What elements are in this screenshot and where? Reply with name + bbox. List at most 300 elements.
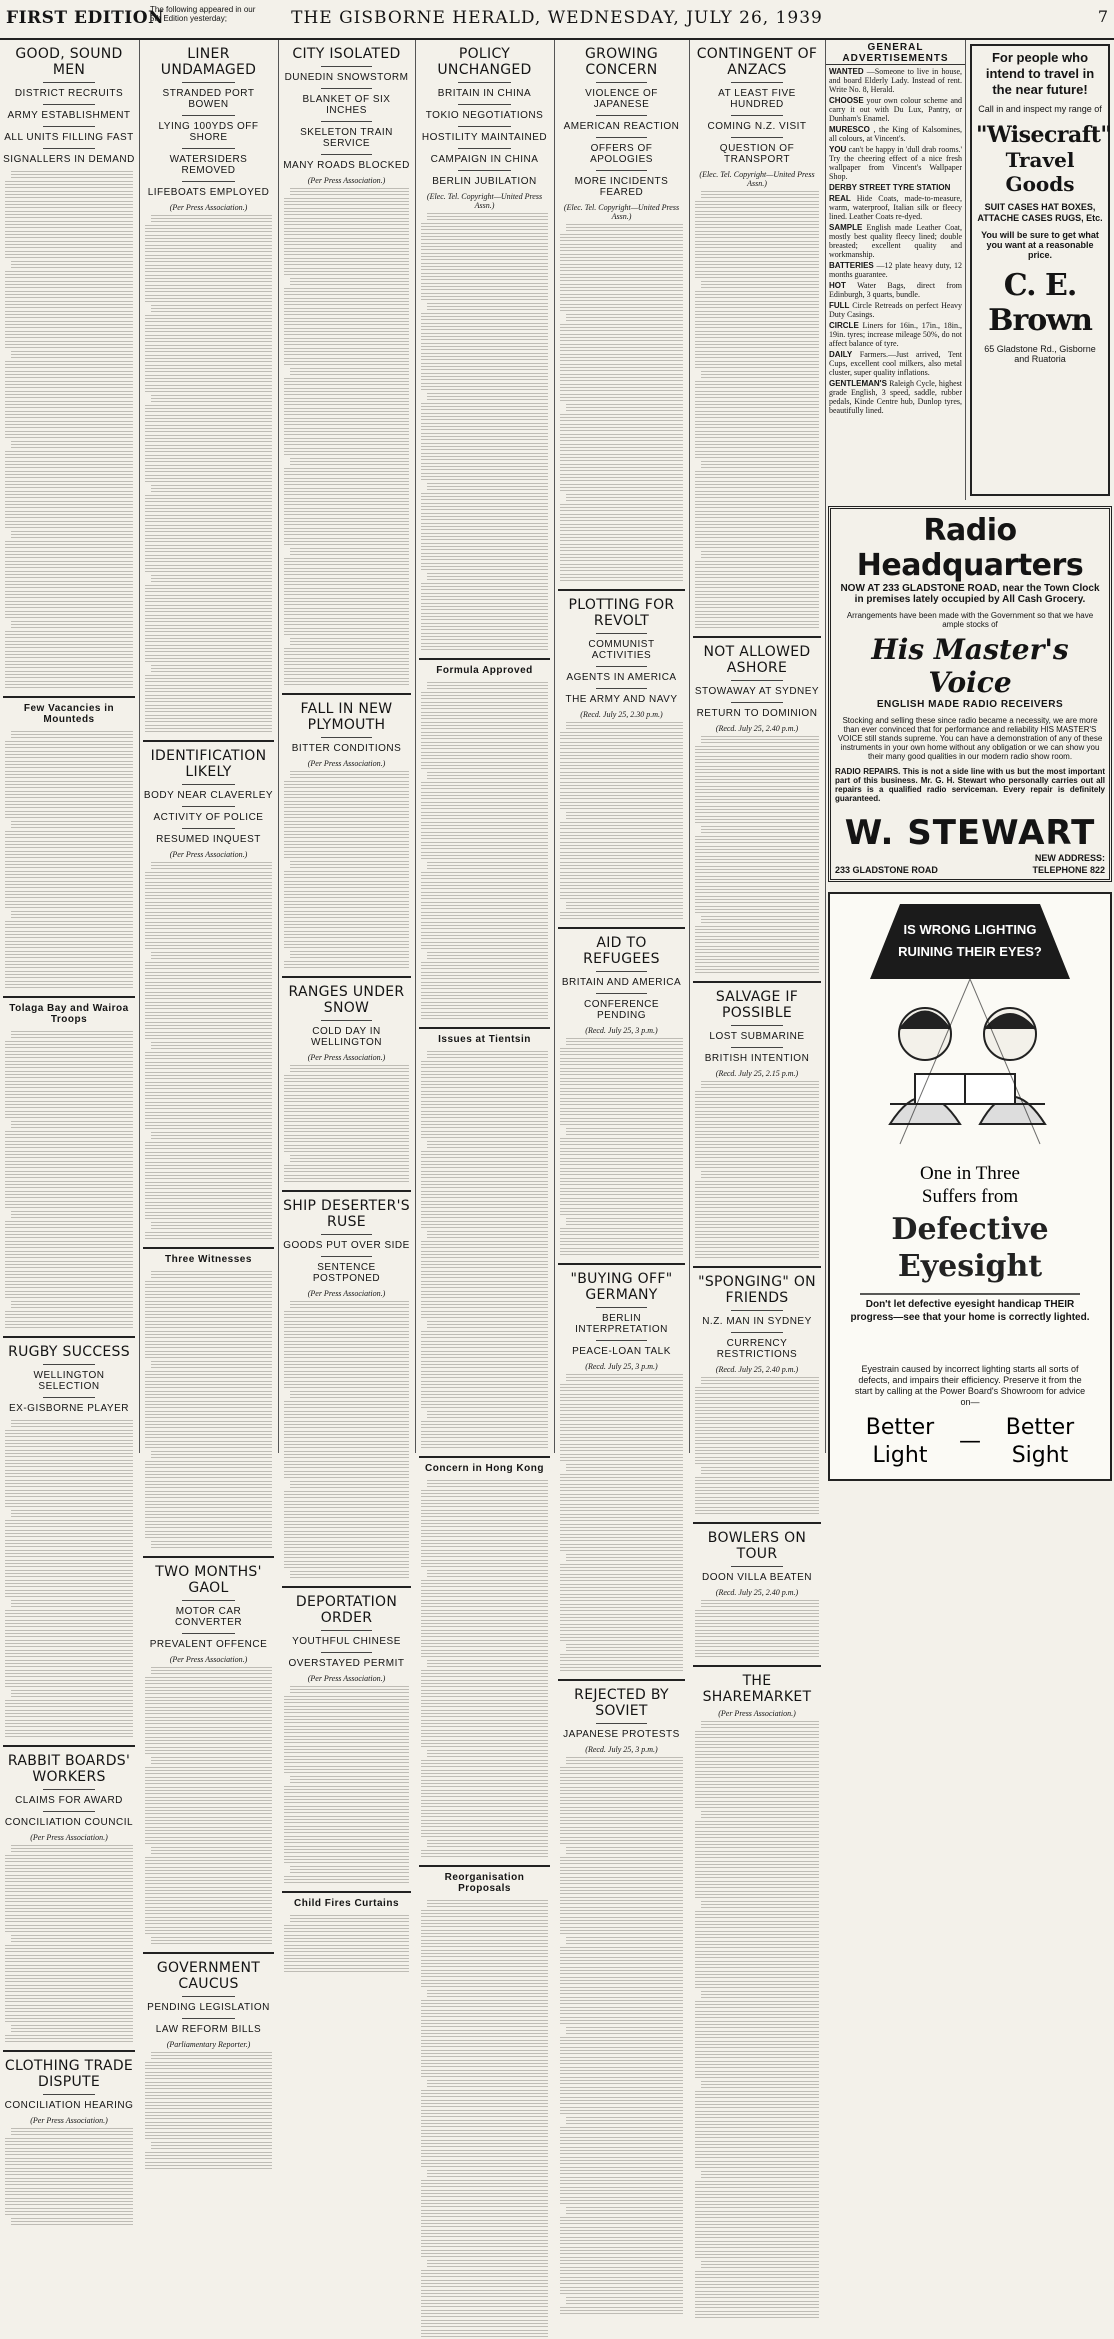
body-text-line bbox=[560, 2076, 683, 2086]
classified-ad-text: Raleigh Cycle, highest grade English, 3 speed, saddle, rubber pedals, Kinde Centre hub, Dunlop tyres, beautifully lined. bbox=[829, 379, 963, 415]
body-text-line bbox=[421, 1499, 548, 1509]
body-text-line bbox=[421, 1180, 548, 1190]
body-text-line bbox=[145, 1061, 272, 1071]
body-text-line bbox=[421, 1639, 548, 1649]
body-text-line bbox=[284, 377, 409, 387]
body-text-line bbox=[145, 2091, 272, 2101]
body-text-line bbox=[560, 1946, 683, 1956]
body-text-line bbox=[560, 1886, 683, 1896]
body-text-line bbox=[284, 1450, 409, 1460]
lamp-shade-icon bbox=[870, 904, 1070, 979]
body-text-line bbox=[421, 1609, 548, 1619]
story-subheading: LIFEBOATS EMPLOYED bbox=[147, 187, 270, 198]
body-text-line bbox=[695, 2000, 819, 2010]
body-text-line bbox=[695, 1140, 819, 1150]
body-text-line bbox=[145, 284, 272, 294]
classified-ad bbox=[829, 301, 962, 319]
story-credit: (Per Press Association.) bbox=[307, 1053, 386, 1062]
body-text-line bbox=[5, 460, 133, 470]
body-text-line bbox=[560, 233, 683, 243]
news-story bbox=[693, 1522, 821, 1659]
body-text-line bbox=[290, 1390, 409, 1400]
body-text-line bbox=[5, 1884, 133, 1894]
story-subheading: SKELETON TRAIN SERVICE bbox=[300, 127, 393, 149]
body-text-line bbox=[5, 1894, 133, 1904]
body-text-line bbox=[284, 1510, 409, 1520]
body-text-line bbox=[145, 2101, 272, 2111]
body-text-line bbox=[421, 1060, 548, 1070]
body-text-line bbox=[145, 1081, 272, 1091]
body-text-line bbox=[560, 1926, 683, 1936]
body-text-line bbox=[421, 1310, 548, 1320]
body-text-line bbox=[695, 1240, 819, 1250]
body-text-line bbox=[5, 1499, 133, 1509]
body-text-line bbox=[151, 1221, 272, 1231]
body-text-line bbox=[560, 1906, 683, 1916]
body-text-line bbox=[560, 423, 683, 433]
body-text-line bbox=[145, 901, 272, 911]
body-text-line bbox=[421, 1849, 548, 1859]
body-text-line bbox=[421, 1340, 548, 1350]
body-text-line bbox=[145, 524, 272, 534]
body-text-line bbox=[421, 602, 548, 612]
body-text-line bbox=[421, 1979, 548, 1989]
body-text-line bbox=[145, 961, 272, 971]
news-story bbox=[143, 1952, 274, 2171]
travel-goods-ad bbox=[970, 44, 1110, 496]
body-text-line bbox=[421, 1390, 548, 1400]
body-text-line bbox=[421, 1709, 548, 1719]
body-text-line bbox=[560, 573, 683, 583]
body-text-line bbox=[421, 442, 548, 452]
body-text-line bbox=[560, 1057, 683, 1067]
body-text-line bbox=[5, 490, 133, 500]
body-text-line bbox=[560, 2136, 683, 2146]
body-text-line bbox=[5, 370, 133, 380]
body-text-line bbox=[560, 2196, 683, 2206]
body-text-line bbox=[695, 1220, 819, 1230]
body-text-line bbox=[5, 270, 133, 280]
body-text-line bbox=[145, 424, 272, 434]
body-text-line bbox=[284, 840, 409, 850]
body-text-line bbox=[695, 1110, 819, 1120]
body-text-line bbox=[5, 1260, 133, 1270]
body-text-line bbox=[5, 970, 133, 980]
body-text-line bbox=[145, 1101, 272, 1111]
body-text-line bbox=[11, 620, 133, 630]
story-subheading: EX-GISBORNE PLAYER bbox=[9, 1403, 129, 1414]
body-text-line bbox=[5, 500, 133, 510]
body-text-line bbox=[145, 1400, 272, 1410]
body-text-line bbox=[145, 1191, 272, 1201]
body-text-line bbox=[5, 860, 133, 870]
body-text-line bbox=[421, 1420, 548, 1430]
body-text-line bbox=[566, 721, 683, 731]
body-text-line bbox=[560, 1107, 683, 1117]
story-subheading: AGENTS IN AMERICA bbox=[566, 672, 677, 683]
body-text-line bbox=[5, 2167, 133, 2177]
body-text-line bbox=[284, 427, 409, 437]
body-text-line bbox=[290, 637, 409, 647]
body-text-line bbox=[566, 1643, 683, 1653]
body-text-line bbox=[145, 1211, 272, 1221]
body-text-line bbox=[145, 1736, 272, 1746]
body-text-line bbox=[145, 364, 272, 374]
body-text-line bbox=[11, 1509, 133, 1519]
body-text-line bbox=[695, 250, 819, 260]
body-text-line bbox=[5, 320, 133, 330]
body-text-line bbox=[560, 443, 683, 453]
body-text-line bbox=[421, 332, 548, 342]
body-text-line bbox=[284, 257, 409, 267]
body-text-line bbox=[421, 1969, 548, 1979]
classified-ad bbox=[829, 223, 962, 259]
body-text-line bbox=[145, 244, 272, 254]
story-subheading: STRANDED PORT BOWEN bbox=[162, 88, 255, 110]
body-text-line bbox=[566, 1936, 683, 1946]
body-text-line bbox=[145, 881, 272, 891]
body-text-line bbox=[11, 1419, 133, 1429]
body-text-line bbox=[560, 2106, 683, 2116]
body-text-line bbox=[5, 380, 133, 390]
body-text-line bbox=[695, 390, 819, 400]
body-text-line bbox=[695, 310, 819, 320]
story-credit: (Elec. Tel. Copyright—United Press Assn.) bbox=[426, 192, 543, 210]
body-text-line bbox=[5, 900, 133, 910]
body-text-line bbox=[145, 1350, 272, 1360]
body-text-line bbox=[421, 1160, 548, 1170]
body-text-line bbox=[5, 580, 133, 590]
body-text-line bbox=[5, 830, 133, 840]
body-text-line bbox=[284, 810, 409, 820]
body-text-line bbox=[5, 630, 133, 640]
body-text-line bbox=[151, 2051, 272, 2061]
body-text-line bbox=[284, 1745, 409, 1755]
body-text-line bbox=[145, 634, 272, 644]
body-text-line bbox=[145, 274, 272, 284]
body-text-line bbox=[566, 1846, 683, 1856]
body-text-line bbox=[421, 1679, 548, 1689]
body-text-line bbox=[5, 300, 133, 310]
body-text-line bbox=[427, 771, 548, 781]
body-text-line bbox=[284, 820, 409, 830]
body-text-line bbox=[145, 1886, 272, 1896]
body-text-line bbox=[560, 473, 683, 483]
body-text-line bbox=[151, 664, 272, 674]
body-text-line bbox=[5, 680, 133, 690]
body-text-line bbox=[284, 357, 409, 367]
body-text-line bbox=[145, 1300, 272, 1310]
classified-ad-lead: DAILY bbox=[829, 350, 853, 359]
body-text-line bbox=[560, 2266, 683, 2276]
body-text-line bbox=[11, 350, 133, 360]
body-text-line bbox=[421, 1729, 548, 1739]
body-text-line bbox=[701, 1170, 819, 1180]
body-text-line bbox=[290, 1154, 409, 1164]
story-credit: (Per Press Association.) bbox=[169, 203, 248, 212]
body-text-line bbox=[5, 2177, 133, 2187]
advertising-column bbox=[826, 40, 1114, 1468]
body-text-line bbox=[560, 453, 683, 463]
story-subheading: CAMPAIGN IN CHINA bbox=[430, 154, 539, 165]
body-text-line bbox=[695, 1970, 819, 1980]
news-column-2 bbox=[140, 40, 277, 2049]
body-text-line bbox=[284, 1500, 409, 1510]
body-text-line bbox=[5, 1954, 133, 1964]
body-text-line bbox=[5, 1090, 133, 1100]
body-text-line bbox=[145, 2121, 272, 2131]
body-text-line bbox=[5, 1230, 133, 1240]
body-text-line bbox=[284, 1924, 409, 1934]
body-text-line bbox=[421, 2009, 548, 2019]
body-text-line bbox=[284, 237, 409, 247]
body-text-line bbox=[695, 1740, 819, 1750]
body-text-line bbox=[701, 280, 819, 290]
body-text-line bbox=[421, 462, 548, 472]
body-text-line bbox=[560, 1916, 683, 1926]
body-text-line bbox=[5, 1150, 133, 1160]
body-text-line bbox=[5, 190, 133, 200]
body-text-line bbox=[5, 780, 133, 790]
body-text-line bbox=[145, 1746, 272, 1756]
body-text-line bbox=[5, 1864, 133, 1874]
body-text-line bbox=[145, 1390, 272, 1400]
body-text-line bbox=[695, 1426, 819, 1436]
body-text-line bbox=[421, 1529, 548, 1539]
body-text-line bbox=[11, 530, 133, 540]
body-text-line bbox=[421, 721, 548, 731]
body-text-line bbox=[695, 2060, 819, 2070]
body-text-line bbox=[695, 1750, 819, 1760]
body-text-line bbox=[5, 1609, 133, 1619]
body-text-line bbox=[145, 384, 272, 394]
story-headline: TWO MONTHS' GAOL bbox=[155, 1564, 262, 1596]
body-text-line bbox=[427, 482, 548, 492]
body-text-line bbox=[695, 1150, 819, 1160]
body-text-line bbox=[560, 1956, 683, 1966]
body-text-line bbox=[5, 310, 133, 320]
story-subheading: MORE INCIDENTS FEARED bbox=[574, 176, 669, 198]
body-text-line bbox=[421, 352, 548, 362]
body-text-line bbox=[5, 1904, 133, 1914]
story-headline: Tolaga Bay and Wairoa Troops bbox=[9, 1003, 129, 1025]
body-text-line bbox=[145, 714, 272, 724]
body-text-line bbox=[284, 1380, 409, 1390]
body-text-line bbox=[421, 1919, 548, 1929]
body-text-line bbox=[421, 1939, 548, 1949]
body-text-line bbox=[427, 1050, 548, 1060]
story-subheading: JAPANESE PROTESTS bbox=[563, 1729, 680, 1740]
body-text-line bbox=[560, 1147, 683, 1157]
body-text-line bbox=[5, 920, 133, 930]
body-text-line bbox=[284, 227, 409, 237]
body-text-line bbox=[695, 1456, 819, 1466]
travel-brand-subtitle: Travel Goods bbox=[1005, 148, 1075, 196]
story-credit: (Elec. Tel. Copyright—United Press Assn.) bbox=[699, 170, 815, 188]
story-subheading: CLAIMS FOR AWARD bbox=[15, 1795, 123, 1806]
body-text-line bbox=[145, 1836, 272, 1846]
story-subheading: BRITISH INTENTION bbox=[704, 1053, 810, 1064]
body-text-line bbox=[5, 180, 133, 190]
story-subheading: CONCILIATION COUNCIL bbox=[4, 1817, 134, 1828]
merchant-address: 65 Gladstone Rd., Gisborne and Ruatoria bbox=[984, 344, 1096, 364]
body-text-line bbox=[145, 1330, 272, 1340]
body-text-line bbox=[284, 1440, 409, 1450]
body-text-line bbox=[421, 831, 548, 841]
body-text-line bbox=[5, 200, 133, 210]
story-credit: (Per Press Association.) bbox=[307, 176, 386, 185]
body-text-line bbox=[560, 1077, 683, 1087]
body-text-line bbox=[5, 1914, 133, 1924]
body-text-line bbox=[5, 540, 133, 550]
body-text-line bbox=[421, 362, 548, 372]
body-text-line bbox=[284, 870, 409, 880]
body-text-line bbox=[284, 1944, 409, 1954]
body-text-line bbox=[145, 454, 272, 464]
body-text-line bbox=[5, 1639, 133, 1649]
news-column-4 bbox=[416, 40, 553, 1894]
body-text-line bbox=[284, 267, 409, 277]
body-text-line bbox=[421, 2299, 548, 2309]
body-text-line bbox=[421, 622, 548, 632]
story-subheading: COMMUNIST ACTIVITIES bbox=[588, 639, 655, 661]
body-text-line bbox=[421, 522, 548, 532]
body-text-line bbox=[421, 811, 548, 821]
body-text-line bbox=[284, 397, 409, 407]
column-rule bbox=[554, 40, 555, 1453]
body-text-line bbox=[427, 2079, 548, 2089]
classified-ad bbox=[829, 321, 962, 348]
body-text-line bbox=[421, 1270, 548, 1280]
body-text-line bbox=[421, 242, 548, 252]
body-text-line bbox=[284, 1540, 409, 1550]
body-text-line bbox=[560, 851, 683, 861]
body-text-line bbox=[284, 1964, 409, 1974]
body-text-line bbox=[695, 865, 819, 875]
page-number: 7 bbox=[1097, 7, 1108, 26]
body-text-line bbox=[5, 1100, 133, 1110]
body-text-line bbox=[5, 1050, 133, 1060]
radio-location: NOW AT 233 GLADSTONE ROAD, near the Town Clock in premises lately occupied by All Cash Grocery. bbox=[840, 583, 1100, 605]
body-text-line bbox=[145, 2161, 272, 2171]
body-text-line bbox=[421, 1929, 548, 1939]
story-subheading: QUESTION OF TRANSPORT bbox=[719, 143, 795, 165]
body-text-line bbox=[284, 930, 409, 940]
body-text-line bbox=[421, 1360, 548, 1370]
body-text-line bbox=[5, 800, 133, 810]
radio-arrangements: Arrangements have been made with the Government so that we have ample stocks of bbox=[846, 611, 1094, 629]
travel-invite: Call in and inspect my range of bbox=[978, 104, 1102, 114]
body-text-line bbox=[560, 1603, 683, 1613]
body-text-line bbox=[145, 554, 272, 564]
story-headline: DEPORTATION ORDER bbox=[295, 1594, 398, 1626]
body-text-line bbox=[421, 612, 548, 622]
story-subheading: GOODS PUT OVER SIDE bbox=[283, 1240, 410, 1251]
body-text-line bbox=[695, 2090, 819, 2100]
body-text-line bbox=[284, 467, 409, 477]
body-text-line bbox=[290, 1480, 409, 1490]
body-text-line bbox=[566, 1217, 683, 1227]
body-text-line bbox=[5, 1669, 133, 1679]
body-text-line bbox=[145, 981, 272, 991]
body-text-line bbox=[5, 1140, 133, 1150]
body-text-line bbox=[145, 344, 272, 354]
body-text-line bbox=[421, 2039, 548, 2049]
story-headline: LINER UNDAMAGED bbox=[160, 46, 257, 78]
body-text-line bbox=[560, 533, 683, 543]
body-text-line bbox=[421, 2139, 548, 2149]
body-text-line bbox=[427, 1479, 548, 1489]
body-text-line bbox=[284, 407, 409, 417]
body-text-line bbox=[421, 991, 548, 1001]
body-text-line bbox=[284, 1330, 409, 1340]
body-text-line bbox=[5, 330, 133, 340]
classified-ad-text: can't be happy in 'dull drab rooms.' Try the cheering effect of a nice fresh wallpaper from Vincent's Wallpaper Shop. bbox=[829, 145, 963, 181]
story-subheading: AT LEAST FIVE HUNDRED bbox=[718, 88, 796, 110]
body-text-line bbox=[5, 2034, 133, 2044]
body-text-line bbox=[421, 1519, 548, 1529]
body-text-line bbox=[695, 580, 819, 590]
body-text-line bbox=[560, 1593, 683, 1603]
body-text-line bbox=[695, 620, 819, 630]
body-text-line bbox=[284, 327, 409, 337]
body-text-line bbox=[560, 821, 683, 831]
body-text-line bbox=[695, 1800, 819, 1810]
body-text-line bbox=[421, 2049, 548, 2059]
body-text-line bbox=[145, 1201, 272, 1211]
body-text-line bbox=[284, 780, 409, 790]
body-text-line bbox=[284, 667, 409, 677]
body-text-line bbox=[284, 217, 409, 227]
slogan-left-2: Light bbox=[872, 1443, 928, 1468]
body-text-line bbox=[695, 200, 819, 210]
body-text-line bbox=[427, 1659, 548, 1669]
story-credit: (Parliamentary Reporter.) bbox=[166, 2040, 251, 2049]
body-text-line bbox=[695, 965, 819, 975]
body-text-line bbox=[695, 400, 819, 410]
body-text-line bbox=[695, 2280, 819, 2290]
classified-ad bbox=[829, 261, 962, 279]
body-text-line bbox=[421, 801, 548, 811]
body-text-line bbox=[5, 1529, 133, 1539]
body-text-line bbox=[284, 1320, 409, 1330]
body-text-line bbox=[5, 2197, 133, 2207]
body-text-line bbox=[284, 940, 409, 950]
body-text-line bbox=[284, 337, 409, 347]
story-headline: SALVAGE IF POSSIBLE bbox=[715, 989, 799, 1021]
body-text-line bbox=[5, 1559, 133, 1569]
body-text-line bbox=[695, 1639, 819, 1649]
body-text-line bbox=[421, 711, 548, 721]
body-text-line bbox=[560, 1976, 683, 1986]
body-text-line bbox=[695, 500, 819, 510]
story-credit: (Recd. July 25, 2.40 p.m.) bbox=[715, 1365, 799, 1374]
body-text-line bbox=[421, 1539, 548, 1549]
body-text-line bbox=[421, 981, 548, 991]
body-text-line bbox=[560, 373, 683, 383]
body-text-line bbox=[695, 1200, 819, 1210]
body-text-line bbox=[695, 510, 819, 520]
body-text-line bbox=[290, 860, 409, 870]
body-text-line bbox=[421, 312, 548, 322]
body-text-line bbox=[560, 1776, 683, 1786]
body-text-line bbox=[566, 811, 683, 821]
newspaper-title: THE GISBORNE HERALD, WEDNESDAY, JULY 26, 1939 bbox=[291, 8, 823, 28]
body-text-line bbox=[695, 520, 819, 530]
body-text-line bbox=[701, 370, 819, 380]
body-text-line bbox=[421, 1599, 548, 1609]
body-text-line bbox=[145, 1021, 272, 1031]
